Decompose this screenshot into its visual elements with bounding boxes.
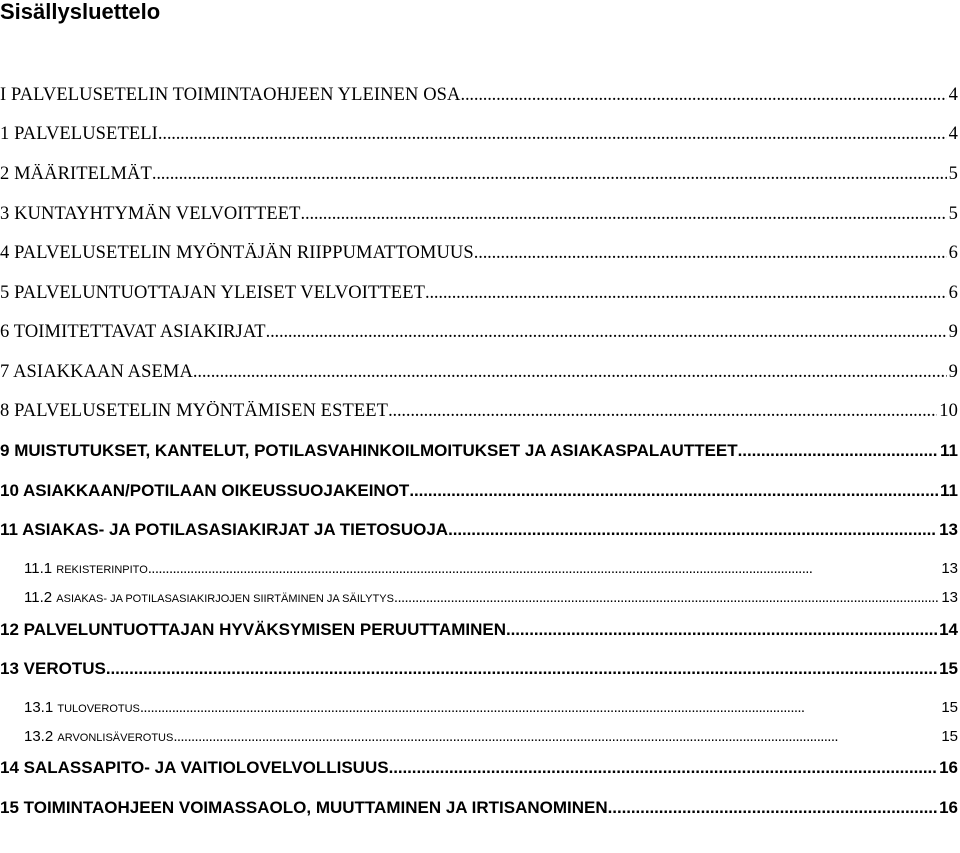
toc-entry-page-number: 6 — [948, 243, 958, 263]
toc-entry-title: ASIAKKAAN/POTILAAN OIKEUSSUOJAKEINOT — [23, 481, 410, 500]
toc-entry-number: 6 — [0, 322, 10, 342]
dot-leader — [409, 481, 938, 501]
dot-leader — [425, 283, 947, 304]
toc-entry-label — [0, 401, 388, 422]
toc-entry-title: ASIAKKAAN ASEMA — [13, 362, 193, 382]
toc-entry-page-number: 6 — [948, 283, 958, 303]
toc-entry-number: 13 — [0, 659, 19, 678]
toc-entry-label — [0, 164, 152, 185]
dot-leader — [394, 589, 939, 606]
toc-entry-title: KUNTAYHTYMÄN VELVOITTEET — [14, 204, 301, 224]
toc-entry-label — [0, 204, 301, 225]
toc-entry-label — [0, 441, 738, 461]
toc-entry-number: 8 — [0, 401, 10, 421]
toc-entry-page-number: 13 — [939, 520, 958, 539]
toc-entry-title: TOIMITETTAVAT ASIAKIRJAT — [13, 322, 266, 342]
toc-entry-label — [0, 589, 394, 606]
dot-leader — [506, 620, 937, 640]
toc-entry-title: ARVONLISÄVEROTUS — [57, 732, 174, 744]
toc-entry[interactable] — [0, 243, 958, 264]
dot-leader — [608, 798, 937, 818]
toc-entry-title: PALVELUSETELIN TOIMINTAOHJEEN YLEINEN OSA — [11, 85, 461, 105]
toc-entry-title: ASIAKAS- JA POTILASASIAKIRJAT JA TIETOSUOJA — [22, 520, 449, 539]
toc-entry-page-number: 4 — [948, 124, 958, 144]
dot-leader — [738, 441, 938, 461]
toc-entry[interactable] — [0, 620, 958, 640]
toc-entry-label — [0, 560, 148, 577]
dot-leader — [193, 362, 947, 383]
toc-entry-title: PALVELUSETELIN MYÖNTÄJÄN RIIPPUMATTOMUUS — [14, 243, 474, 263]
toc-entry-page-number: 13 — [941, 589, 958, 606]
toc-entry-number: 11.2 — [24, 589, 53, 606]
toc-entry-label — [0, 798, 608, 818]
toc-entry-label — [0, 124, 158, 145]
toc-entry-page-number: 9 — [948, 322, 958, 342]
toc-entry-title: TULOVEROTUS — [57, 703, 140, 715]
toc-entry-label — [0, 728, 173, 745]
toc-entry-page-number: 15 — [941, 728, 958, 745]
toc-entry-label — [0, 283, 425, 304]
toc-entry-number: 13.2 — [24, 728, 54, 745]
toc-entry[interactable] — [0, 204, 958, 225]
dot-leader — [140, 699, 939, 716]
toc-entry-page-number: 5 — [948, 164, 958, 184]
toc-entry-title: PALVELUNTUOTTAJAN YLEISET VELVOITTEET — [14, 283, 426, 303]
toc-entry[interactable] — [0, 699, 958, 716]
toc-entry-title: TOIMINTAOHJEEN VOIMASSAOLO, MUUTTAMINEN JA IRTISANOMINEN — [23, 798, 608, 817]
toc-entry[interactable] — [0, 322, 958, 343]
toc-entry[interactable] — [0, 85, 958, 106]
toc-entry-page-number: 15 — [941, 699, 958, 716]
toc-heading: Sisällysluettelo — [0, 0, 161, 24]
toc-entry-number: 9 — [0, 441, 10, 460]
dot-leader — [106, 659, 937, 679]
toc-entry-title: REKISTERINPITO — [56, 564, 148, 576]
dot-leader — [448, 520, 937, 540]
toc-entry-title: PALVELUSETELI — [14, 124, 158, 144]
toc-entry-number: 13.1 — [24, 699, 54, 716]
toc-entry-title: VEROTUS — [23, 659, 106, 678]
dot-leader — [158, 124, 947, 145]
toc-entry-title: MÄÄRITELMÄT — [14, 164, 152, 184]
dot-leader — [152, 164, 947, 185]
toc-entry-label — [0, 699, 140, 716]
dot-leader — [173, 728, 939, 745]
dot-leader — [266, 322, 947, 343]
toc-entry-label — [0, 659, 106, 679]
toc-entry-label — [0, 758, 389, 778]
toc-entry-page-number: 11 — [940, 481, 958, 500]
toc-entry-title: ASIAKAS- JA POTILASASIAKIRJOJEN SIIRTÄMINEN JA SÄILYTYS — [56, 593, 394, 605]
toc-entry-label — [0, 322, 266, 343]
toc-entry[interactable] — [0, 520, 958, 540]
toc-entry[interactable] — [0, 589, 958, 606]
toc-entry-title: SALASSAPITO- JA VAITIOLOVELVOLLISUUS — [23, 758, 389, 777]
dot-leader — [388, 401, 937, 422]
toc-entry-number: 12 — [0, 620, 19, 639]
toc-entry-title: MUISTUTUKSET, KANTELUT, POTILASVAHINKOILMOITUKSET JA ASIAKASPALAUTTEET — [14, 441, 738, 460]
toc-entry-page-number: 11 — [940, 441, 958, 460]
toc-entry-page-number: 9 — [948, 362, 958, 382]
toc-entry[interactable] — [0, 659, 958, 679]
toc-entry[interactable] — [0, 441, 958, 461]
dot-leader — [301, 204, 947, 225]
toc-entry-number: 11.1 — [24, 560, 53, 577]
dot-leader — [148, 560, 940, 577]
toc-entry-label — [0, 620, 506, 640]
toc-entry[interactable] — [0, 758, 958, 778]
toc-entry-page-number: 14 — [939, 620, 958, 639]
toc-entry[interactable] — [0, 728, 958, 745]
toc-entry-title: PALVELUNTUOTTAJAN HYVÄKSYMISEN PERUUTTAMINEN — [23, 620, 506, 639]
toc-entry-number: 2 — [0, 164, 10, 184]
toc-entry-page-number: 16 — [939, 798, 958, 817]
toc-entry-page-number: 5 — [948, 204, 958, 224]
toc-entry-label — [0, 520, 448, 540]
toc-entry-page-number: 15 — [939, 659, 958, 678]
toc-entry-number: 11 — [0, 520, 18, 539]
toc-entry-label — [0, 243, 474, 264]
toc-entry-title: PALVELUSETELIN MYÖNTÄMISEN ESTEET — [14, 401, 389, 421]
toc-entry-number: 5 — [0, 283, 10, 303]
toc-entry[interactable] — [0, 164, 958, 185]
dot-leader — [389, 758, 938, 778]
toc-entry[interactable] — [0, 798, 958, 818]
toc-entry-number: 7 — [0, 362, 10, 382]
toc-entry-page-number: 16 — [939, 758, 958, 777]
toc-entry-page-number: 4 — [948, 85, 958, 105]
dot-leader — [461, 85, 947, 106]
toc-entry-number: 1 — [0, 124, 10, 144]
toc-entry[interactable] — [0, 362, 958, 383]
toc-entry-number: 4 — [0, 243, 10, 263]
toc-entry[interactable] — [0, 401, 958, 422]
toc-entry[interactable] — [0, 481, 958, 501]
toc-entry-page-number: 10 — [939, 401, 958, 421]
toc-entry[interactable] — [0, 283, 958, 304]
toc-entry-page-number: 13 — [941, 560, 958, 577]
toc-entry-label — [0, 85, 461, 106]
toc-entry-number: 14 — [0, 758, 19, 777]
toc-entry-label — [0, 362, 193, 383]
toc-entry[interactable] — [0, 560, 958, 577]
toc-entry-number: 15 — [0, 798, 19, 817]
toc-entry-number: I — [0, 85, 7, 105]
toc-entry-number: 3 — [0, 204, 10, 224]
dot-leader — [474, 243, 947, 264]
toc-entry[interactable] — [0, 124, 958, 145]
toc-entry-label — [0, 481, 409, 501]
toc-entry-number: 10 — [0, 481, 19, 500]
